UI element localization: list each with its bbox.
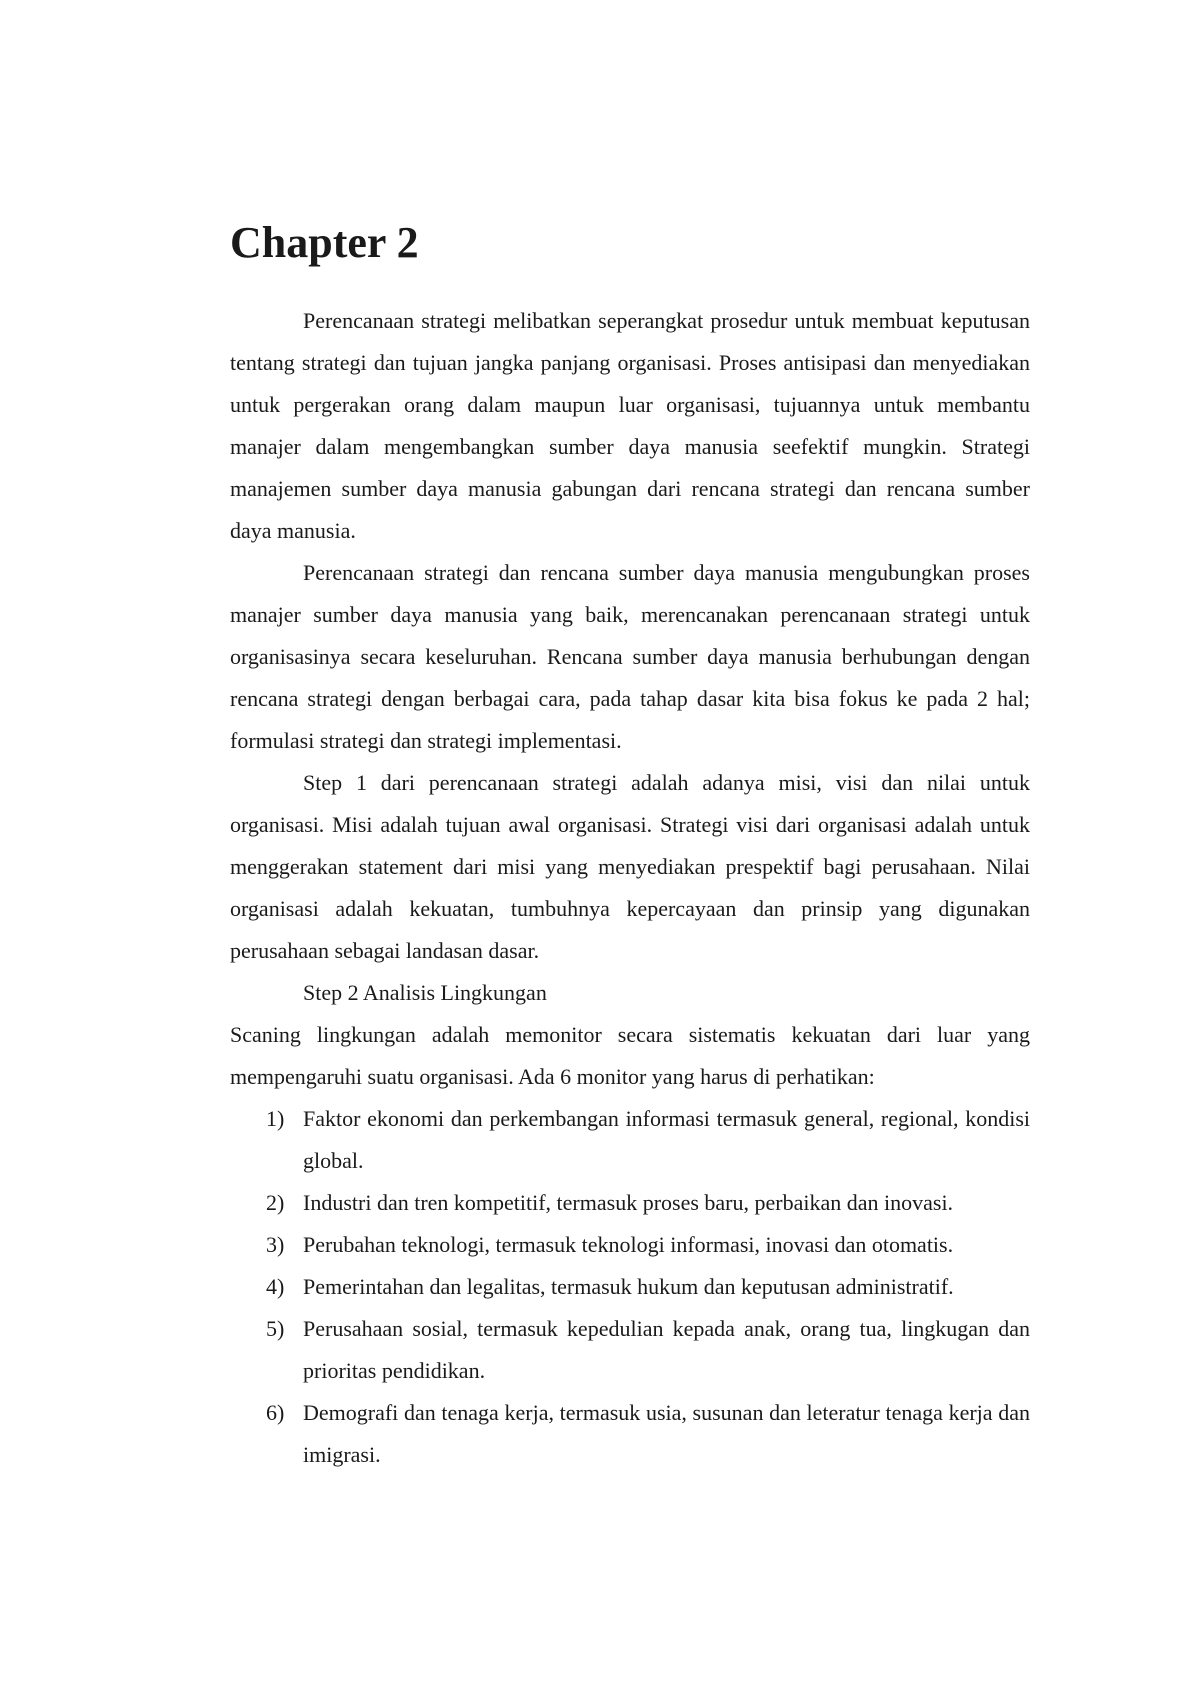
list-item bbox=[230, 1392, 1030, 1476]
list-item-text: Pemerintahan dan legalitas, termasuk hukum dan keputusan administratif. bbox=[303, 1274, 954, 1299]
paragraph-3: Step 1 dari perencanaan strategi adalah adanya misi, visi dan nilai untuk organisasi. Misi adalah tujuan awal organisasi. Strategi visi dari organisasi adalah untuk menggerakan statement dari misi yang menyediakan prespektif bagi perusahaan. Nilai organisasi adalah kekuatan, tumbuhnya kepercayaan dan prinsip yang digunakan perusahaan sebagai landasan dasar. bbox=[230, 770, 1030, 963]
paragraph-1: Perencanaan strategi melibatkan seperangkat prosedur untuk membuat keputusan tentang strategi dan tujuan jangka panjang organisasi. Proses antisipasi dan menyediakan untuk pergerakan orang dalam maupun luar organisasi, tujuannya untuk membantu manajer dalam mengembangkan sumber daya manusia seefektif mungkin. Strategi manajemen sumber daya manusia gabungan dari rencana strategi dan rencana sumber daya manusia. bbox=[230, 308, 1030, 543]
monitor-list bbox=[230, 1098, 1030, 1476]
list-item-text: Industri dan tren kompetitif, termasuk proses baru, perbaikan dan inovasi. bbox=[303, 1190, 954, 1215]
list-item-text: Faktor ekonomi dan perkembangan informasi termasuk general, regional, kondisi global. bbox=[303, 1106, 1030, 1173]
list-item-number: 3) bbox=[266, 1232, 285, 1257]
list-item-number: 6) bbox=[266, 1400, 285, 1425]
list-item bbox=[230, 1098, 1030, 1182]
list-item-text: Demografi dan tenaga kerja, termasuk usia, susunan dan leteratur tenaga kerja dan imigrasi. bbox=[303, 1400, 1030, 1467]
list-item-number: 4) bbox=[266, 1274, 285, 1299]
list-item-text: Perusahaan sosial, termasuk kepedulian kepada anak, orang tua, lingkugan dan prioritas pendidikan. bbox=[303, 1316, 1030, 1383]
page-content bbox=[230, 218, 1030, 1476]
list-item-number: 1) bbox=[266, 1106, 285, 1131]
step2-heading: Step 2 Analisis Lingkungan bbox=[303, 980, 547, 1005]
list-item-number: 2) bbox=[266, 1190, 285, 1215]
chapter-title: Chapter 2 bbox=[230, 218, 419, 267]
list-item bbox=[230, 1308, 1030, 1392]
list-item-text: Perubahan teknologi, termasuk teknologi informasi, inovasi dan otomatis. bbox=[303, 1232, 954, 1257]
list-item bbox=[230, 1266, 1030, 1308]
list-item-number: 5) bbox=[266, 1316, 285, 1341]
step2-intro: Scaning lingkungan adalah memonitor secara sistematis kekuatan dari luar yang mempengaruhi suatu organisasi. Ada 6 monitor yang harus di perhatikan: bbox=[230, 1022, 1030, 1089]
list-item bbox=[230, 1224, 1030, 1266]
paragraph-2: Perencanaan strategi dan rencana sumber daya manusia mengubungkan proses manajer sumber daya manusia yang baik, merencanakan perencanaan strategi untuk organisasinya secara keseluruhan. Rencana sumber daya manusia berhubungan dengan rencana strategi dengan berbagai cara, pada tahap dasar kita bisa fokus ke pada 2 hal; formulasi strategi dan strategi implementasi. bbox=[230, 560, 1030, 753]
list-item bbox=[230, 1182, 1030, 1224]
